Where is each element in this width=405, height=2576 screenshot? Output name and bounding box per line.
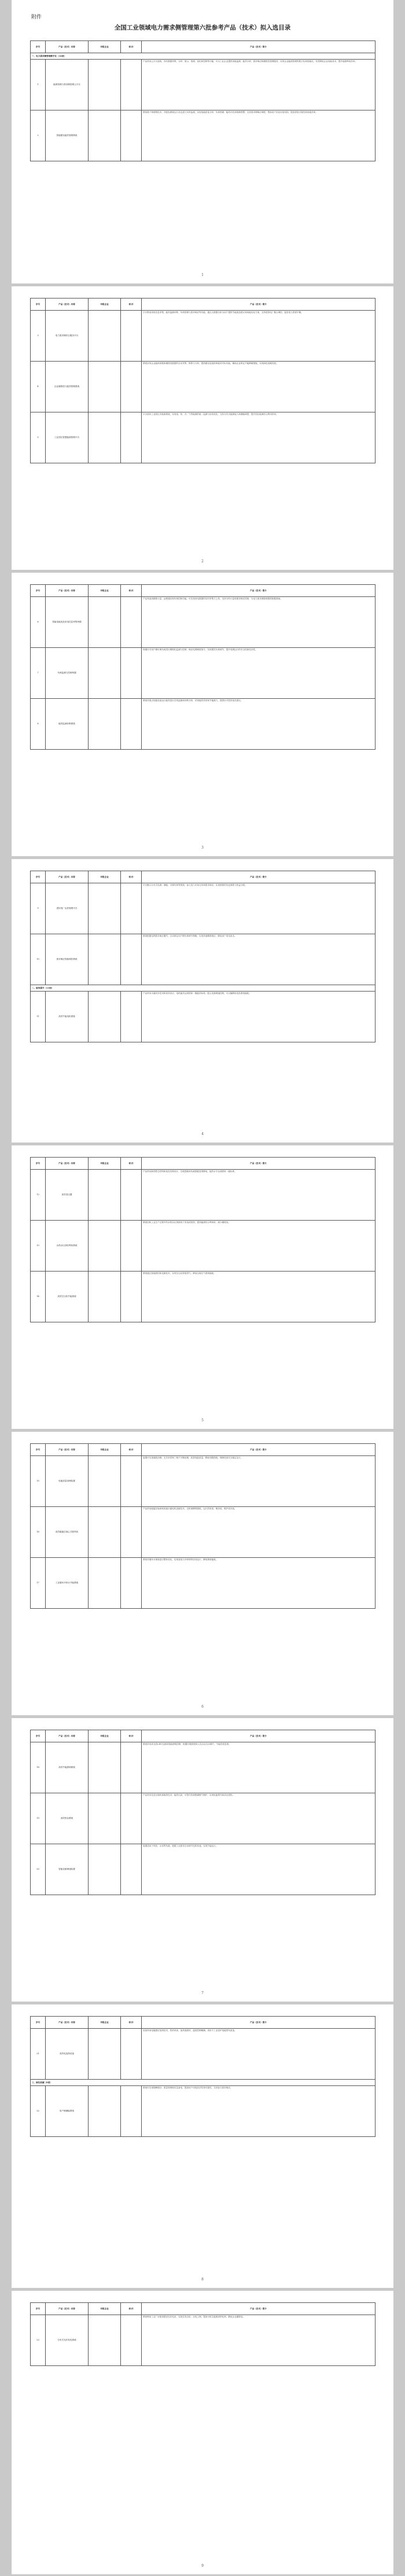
page-sheet bbox=[12, 1718, 393, 2002]
catalog-table bbox=[30, 871, 375, 1042]
header-region: 省/市 bbox=[121, 2303, 142, 2315]
page-number: 6 bbox=[201, 1705, 204, 1709]
cell-name: 高效磁悬浮离心式鼓风机 bbox=[46, 1507, 89, 1558]
cell-intro: 终端可对用户侧可调负荷进行精细化监测与控制，响应电网调度指令，实现柔性负荷调节，提升电网运行的安全性和经济性。 bbox=[142, 648, 375, 699]
cell-intro: 系统回收工业生产过程中的余热余压资源用于发电或供热，提高能源综合利用率，减少碳排放。 bbox=[142, 1221, 375, 1272]
header-region: 省/市 bbox=[121, 2017, 142, 2029]
header-seq: 序号 bbox=[31, 1444, 46, 1456]
table-row bbox=[31, 1558, 375, 1609]
cell-company bbox=[89, 699, 121, 750]
table-row bbox=[31, 1507, 375, 1558]
header-seq: 序号 bbox=[31, 871, 46, 883]
page-number: 3 bbox=[201, 846, 204, 850]
cell-name: 高效变压器 bbox=[46, 1170, 89, 1221]
page-sheet bbox=[12, 859, 393, 1143]
cell-name: 能源管理与需求侧管理云平台 bbox=[46, 60, 89, 110]
cell-name: 分布式光伏发电系统 bbox=[46, 2315, 89, 2366]
cell-intro: 产品具备高精度计量、远程通信和负荷控制功能，可实现用电数据的实时采集与上传，支持分时计量和需求响应控制，为电力需求侧管理提供数据基础。 bbox=[142, 597, 375, 648]
table-row bbox=[31, 60, 375, 110]
cell-intro: 系统利用工业厂房屋顶建设光伏电站，实现自发自用、余电上网，提高可再生能源消纳比例，降低企业碳排放。 bbox=[142, 2315, 375, 2366]
header-seq: 序号 bbox=[31, 2017, 46, 2029]
header-name: 产品（技术）名称 bbox=[46, 41, 89, 53]
page-sheet bbox=[12, 1432, 393, 1715]
cell-intro: 平台面向工业园区多能源系统，实现电、热、冷、气等能源的统一监测与协同优化，支持分布式能源接入和储能调度，提升园区能源综合利用效率。 bbox=[142, 412, 375, 463]
cell-seq: 6 bbox=[31, 597, 46, 648]
cell-company bbox=[89, 1844, 121, 1895]
cell-region bbox=[121, 1844, 142, 1895]
section-row bbox=[31, 2080, 375, 2086]
section-row bbox=[31, 53, 375, 60]
header-company: 申报企业 bbox=[89, 2303, 121, 2315]
table-row bbox=[31, 2086, 375, 2137]
cell-intro: 装置可实现谐波治理、无功补偿和三相不平衡治理，改善电能质量，降低线路损耗，保障设备安全稳定运行。 bbox=[142, 1456, 375, 1507]
table-row bbox=[31, 2029, 375, 2080]
header-region: 省/市 bbox=[121, 298, 142, 311]
cell-name: 智能配电能效管理系统 bbox=[46, 110, 89, 161]
page-sheet bbox=[12, 0, 393, 283]
cell-name: 电能质量治理装置 bbox=[46, 1456, 89, 1507]
header-company: 申报企业 bbox=[89, 2017, 121, 2029]
header-intro: 产品（技术）简介 bbox=[142, 41, 375, 53]
table-row bbox=[31, 934, 375, 985]
cell-seq: 7 bbox=[31, 648, 46, 699]
section-title: 一、电力需求侧管理数字化（16项） bbox=[31, 53, 375, 60]
header-company: 申报企业 bbox=[89, 1444, 121, 1456]
cell-region bbox=[121, 1170, 142, 1221]
cell-seq: 15 bbox=[31, 1456, 46, 1507]
cell-name: 高效空压机节能系统 bbox=[46, 1272, 89, 1322]
cell-name: 负荷监测与控制终端 bbox=[46, 648, 89, 699]
cell-company bbox=[89, 1170, 121, 1221]
catalog-table bbox=[30, 1730, 375, 1895]
cell-name: 智能电能表及用电信息采集终端 bbox=[46, 597, 89, 648]
cell-company bbox=[89, 992, 121, 1042]
cell-intro: 系统通过智能群控和变频技术，实现空压站按需供气，降低压缩空气系统能耗。 bbox=[142, 1272, 375, 1322]
cell-name: 高效电加热设备 bbox=[46, 2029, 89, 2080]
cell-region bbox=[121, 597, 142, 648]
cell-seq: 12 bbox=[31, 1170, 46, 1221]
cell-seq: 4 bbox=[31, 362, 46, 412]
cell-intro: 产品采用永磁同步技术和高效设计，电机能效达到国家一级能效标准，配合变频调速控制，可大幅降低电机系统能耗。 bbox=[142, 992, 375, 1042]
catalog-table bbox=[30, 40, 375, 161]
cell-company bbox=[89, 934, 121, 985]
cell-seq: 18 bbox=[31, 1742, 46, 1793]
cell-name: 高效节能照明系统 bbox=[46, 1742, 89, 1793]
cell-company bbox=[89, 597, 121, 648]
table-header-row bbox=[31, 2303, 375, 2315]
cell-name: 用户侧储能系统 bbox=[46, 2086, 89, 2137]
header-name: 产品（技术）名称 bbox=[46, 1730, 89, 1742]
cell-intro: 系统可实现削峰填谷、需量管理和应急备电，提高用户用电经济性和可靠性，支持参与需求响应。 bbox=[142, 2086, 375, 2137]
cell-name: 工业循环冷却水节能系统 bbox=[46, 1558, 89, 1609]
page-number: 1 bbox=[201, 273, 204, 277]
header-intro: 产品（技术）简介 bbox=[142, 298, 375, 311]
header-company: 申报企业 bbox=[89, 585, 121, 597]
cell-intro: 系统基于物联网技术，对配电系统运行状态进行实时监测，实现电能质量分析、负荷预测、能效评估和故障预警，支持需求侧响应调度，帮助用户优化用电结构，提高供电可靠性和用能效率。 bbox=[142, 110, 375, 161]
cell-seq: 14 bbox=[31, 1272, 46, 1322]
table-row bbox=[31, 597, 375, 648]
page-sheet bbox=[12, 2291, 393, 2574]
page-number: 2 bbox=[201, 559, 204, 563]
cell-seq: 21 bbox=[31, 2029, 46, 2080]
cell-seq: 22 bbox=[31, 2086, 46, 2137]
cell-seq: 5 bbox=[31, 412, 46, 463]
table-row bbox=[31, 1742, 375, 1793]
cell-region bbox=[121, 60, 142, 110]
cell-name: 高效节能电机系统 bbox=[46, 992, 89, 1042]
header-seq: 序号 bbox=[31, 298, 46, 311]
table-row bbox=[31, 992, 375, 1042]
cell-intro: 系统对重点用能设备运行能效进行在线监测和诊断分析，识别能效异常和节能潜力，提供针对性的优化建议。 bbox=[142, 699, 375, 750]
attachment-label: 附件 bbox=[31, 14, 42, 20]
cell-region bbox=[121, 311, 142, 362]
cell-intro: 产品采用磁悬浮轴承和高速永磁电机直驱技术，无机械摩擦损耗，运行效率高，噪音低，维护成本低。 bbox=[142, 1507, 375, 1558]
cell-name: 能效监测诊断系统 bbox=[46, 699, 89, 750]
table-row bbox=[31, 699, 375, 750]
page-number: 7 bbox=[201, 1991, 204, 1995]
header-intro: 产品（技术）简介 bbox=[142, 1730, 375, 1742]
cell-name: 余热余压回收利用系统 bbox=[46, 1221, 89, 1272]
cell-seq: 8 bbox=[31, 699, 46, 750]
cell-region bbox=[121, 412, 142, 463]
cell-region bbox=[121, 1507, 142, 1558]
header-name: 产品（技术）名称 bbox=[46, 2017, 89, 2029]
header-intro: 产品（技术）简介 bbox=[142, 2303, 375, 2315]
cell-company bbox=[89, 110, 121, 161]
cell-region bbox=[121, 934, 142, 985]
table-row bbox=[31, 1221, 375, 1272]
cell-company bbox=[89, 2315, 121, 2366]
cell-region bbox=[121, 2315, 142, 2366]
header-region: 省/市 bbox=[121, 871, 142, 883]
cell-region bbox=[121, 992, 142, 1042]
cell-seq: 10 bbox=[31, 934, 46, 985]
table-header-row bbox=[31, 871, 375, 883]
cell-name: 虚拟电厂运营管理平台 bbox=[46, 883, 89, 934]
header-company: 申报企业 bbox=[89, 298, 121, 311]
cell-company bbox=[89, 1742, 121, 1793]
cell-region bbox=[121, 1272, 142, 1322]
cell-seq: 20 bbox=[31, 1844, 46, 1895]
header-region: 省/市 bbox=[121, 1730, 142, 1742]
cell-name: 高效热泵系统 bbox=[46, 1793, 89, 1844]
header-intro: 产品（技术）简介 bbox=[142, 1158, 375, 1170]
cell-company bbox=[89, 362, 121, 412]
table-row bbox=[31, 2315, 375, 2366]
header-name: 产品（技术）名称 bbox=[46, 1158, 89, 1170]
page-number: 4 bbox=[201, 1132, 204, 1136]
cell-intro: 系统对循环水系统进行整体优化，实现泵组与冷却塔的协同运行，降低系统能耗。 bbox=[142, 1558, 375, 1609]
cell-company bbox=[89, 883, 121, 934]
table-row bbox=[31, 1456, 375, 1507]
page-number: 5 bbox=[201, 1418, 204, 1422]
header-intro: 产品（技术）简介 bbox=[142, 2017, 375, 2029]
cell-company bbox=[89, 2086, 121, 2137]
cell-seq: 2 bbox=[31, 110, 46, 161]
header-seq: 序号 bbox=[31, 2303, 46, 2315]
header-seq: 序号 bbox=[31, 1730, 46, 1742]
page-number: 9 bbox=[201, 2564, 204, 2568]
cell-intro: 平台聚合分布式电源、储能、可调负荷等资源，参与电力市场交易和需求响应，实现资源的优化调度与收益分配。 bbox=[142, 883, 375, 934]
header-seq: 序号 bbox=[31, 1158, 46, 1170]
cell-seq: 19 bbox=[31, 1793, 46, 1844]
cell-seq: 9 bbox=[31, 883, 46, 934]
header-intro: 产品（技术）简介 bbox=[142, 871, 375, 883]
section-title: 三、绿色低碳（8项） bbox=[31, 2080, 375, 2086]
cell-company bbox=[89, 2029, 121, 2080]
page-sheet bbox=[12, 573, 393, 856]
table-header-row bbox=[31, 2017, 375, 2029]
header-company: 申报企业 bbox=[89, 1730, 121, 1742]
cell-intro: 平台集成用电信息采集、能效监测诊断、负荷管理与需求响应等功能，通过大数据分析为用户提供节能改造建议和用能优化方案，支持虚拟电厂聚合调控，促进电力供需平衡。 bbox=[142, 311, 375, 362]
cell-intro: 设备采用电磁感应加热技术，热效率高，加热速度快，温度控制精确，适用于工业窑炉电能替代改造。 bbox=[142, 2029, 375, 2080]
header-name: 产品（技术）名称 bbox=[46, 585, 89, 597]
cell-seq: 3 bbox=[31, 311, 46, 362]
cell-company bbox=[89, 648, 121, 699]
table-header-row bbox=[31, 585, 375, 597]
cell-seq: 11 bbox=[31, 992, 46, 1042]
cell-region bbox=[121, 110, 142, 161]
table-row bbox=[31, 648, 375, 699]
cell-name: 需求响应智能调控系统 bbox=[46, 934, 89, 985]
cell-region bbox=[121, 1456, 142, 1507]
header-region: 省/市 bbox=[121, 41, 142, 53]
cell-company bbox=[89, 1272, 121, 1322]
cell-company bbox=[89, 1456, 121, 1507]
table-row bbox=[31, 311, 375, 362]
cell-company bbox=[89, 1793, 121, 1844]
catalog-table bbox=[30, 1443, 375, 1609]
header-seq: 序号 bbox=[31, 41, 46, 53]
cell-region bbox=[121, 362, 142, 412]
cell-seq: 1 bbox=[31, 60, 46, 110]
cell-region bbox=[121, 2086, 142, 2137]
cell-region bbox=[121, 1221, 142, 1272]
table-header-row bbox=[31, 298, 375, 311]
header-region: 省/市 bbox=[121, 585, 142, 597]
cell-region bbox=[121, 699, 142, 750]
cell-intro: 产品采用先进压缩机和换热技术，能效比高，可替代传统燃煤燃气锅炉，实现电能替代和清洁供热。 bbox=[142, 1793, 375, 1844]
cell-company bbox=[89, 311, 121, 362]
header-intro: 产品（技术）简介 bbox=[142, 1444, 375, 1456]
cell-region bbox=[121, 1742, 142, 1793]
cell-company bbox=[89, 1558, 121, 1609]
catalog-table bbox=[30, 2016, 375, 2137]
cell-name: 企业碳排放与能效管理系统 bbox=[46, 362, 89, 412]
document-title: 全国工业领域电力需求侧管理第六批参考产品（技术）拟入选目录 bbox=[114, 24, 291, 31]
table-row bbox=[31, 1844, 375, 1895]
table-header-row bbox=[31, 1730, 375, 1742]
cell-intro: 系统实现企业能源消耗和碳排放数据的自动采集、核算与分析，提供碳足迹追踪和能效对标功能，辅助企业制定节能降碳措施，实现绿色低碳发展。 bbox=[142, 362, 375, 412]
cell-seq: 23 bbox=[31, 2315, 46, 2366]
table-row bbox=[31, 1793, 375, 1844]
cell-company bbox=[89, 1221, 121, 1272]
cell-intro: 装置适用于风机、水泵等负载，根据工况需求自动调节电机转速，实现节能运行。 bbox=[142, 1844, 375, 1895]
page-sheet bbox=[12, 286, 393, 570]
cell-name: 智能变频调速装置 bbox=[46, 1844, 89, 1895]
cell-intro: 系统采用高光效LED光源和智能照明控制，根据环境照度和人员活动自动调节，节能效果显著。 bbox=[142, 1742, 375, 1793]
cell-intro: 产品采用云平台架构，具有数据采集、分析、展示、预测、优化和控制等功能，可为工业企业提供用能监测、能效分析、需求响应和碳排放管理服务，实现企业能源管理的数字化和智能化，有效降低企业用能成本，提升能源利用效率。 bbox=[142, 60, 375, 110]
header-intro: 产品（技术）简介 bbox=[142, 585, 375, 597]
page-sheet bbox=[12, 1145, 393, 1429]
section-row bbox=[31, 985, 375, 992]
catalog-table bbox=[30, 298, 375, 463]
cell-company bbox=[89, 1507, 121, 1558]
header-name: 产品（技术）名称 bbox=[46, 871, 89, 883]
catalog-table bbox=[30, 1157, 375, 1322]
cell-region bbox=[121, 648, 142, 699]
header-region: 省/市 bbox=[121, 1444, 142, 1456]
cell-name: 工业园区智慧能源管理平台 bbox=[46, 412, 89, 463]
header-seq: 序号 bbox=[31, 585, 46, 597]
cell-name: 电力需求侧综合服务平台 bbox=[46, 311, 89, 362]
table-row bbox=[31, 362, 375, 412]
cell-region bbox=[121, 883, 142, 934]
table-row bbox=[31, 883, 375, 934]
table-row bbox=[31, 110, 375, 161]
header-company: 申报企业 bbox=[89, 41, 121, 53]
cell-region bbox=[121, 2029, 142, 2080]
header-name: 产品（技术）名称 bbox=[46, 1444, 89, 1456]
catalog-table bbox=[30, 584, 375, 750]
cell-company bbox=[89, 412, 121, 463]
header-company: 申报企业 bbox=[89, 1158, 121, 1170]
cell-intro: 系统根据电网需求响应邀约，自动制定用户侧负荷调节策略，实现快速精准响应，降低用户用电成本。 bbox=[142, 934, 375, 985]
cell-region bbox=[121, 1558, 142, 1609]
cell-seq: 17 bbox=[31, 1558, 46, 1609]
table-row bbox=[31, 1170, 375, 1221]
table-header-row bbox=[31, 1444, 375, 1456]
table-header-row bbox=[31, 41, 375, 53]
section-title: 二、能效提升（13项） bbox=[31, 985, 375, 992]
table-row bbox=[31, 1272, 375, 1322]
header-name: 产品（技术）名称 bbox=[46, 298, 89, 311]
cell-company bbox=[89, 60, 121, 110]
header-region: 省/市 bbox=[121, 1158, 142, 1170]
header-company: 申报企业 bbox=[89, 871, 121, 883]
table-row bbox=[31, 412, 375, 463]
page-number: 8 bbox=[201, 2278, 204, 2282]
cell-seq: 16 bbox=[31, 1507, 46, 1558]
page-sheet bbox=[12, 2004, 393, 2288]
header-name: 产品（技术）名称 bbox=[46, 2303, 89, 2315]
cell-seq: 13 bbox=[31, 1221, 46, 1272]
cell-intro: 产品采用新型铁芯材料和优化结构设计，空载损耗和负载损耗显著降低，能效水平达到国家一级标准。 bbox=[142, 1170, 375, 1221]
cell-region bbox=[121, 1793, 142, 1844]
table-header-row bbox=[31, 1158, 375, 1170]
catalog-table bbox=[30, 2302, 375, 2366]
